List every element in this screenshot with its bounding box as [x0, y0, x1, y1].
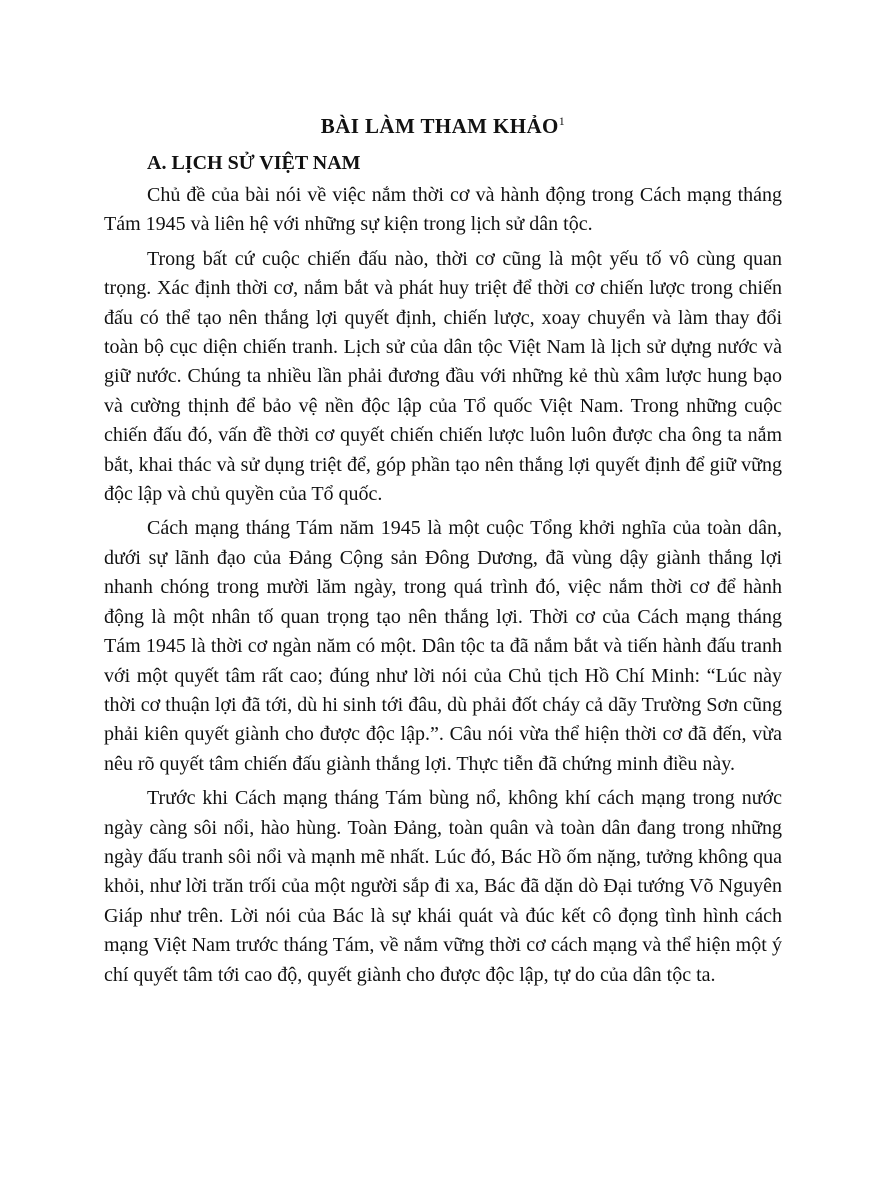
document-title	[104, 112, 782, 140]
footnote-marker: 1	[558, 114, 566, 128]
paragraph: Cách mạng tháng Tám năm 1945 là một cuộc Tổng khởi nghĩa của toàn dân, dưới sự lãnh đạo của Đảng Cộng sản Đông Dương, đã vùng dậy giành thắng lợi nhanh chóng trong mười lăm ngày, trong quá trình đó, việc nắm thời cơ để hành động là một nhân tố quan trọng tạo nên thắng lợi. Thời cơ của Cách mạng tháng Tám 1945 là thời cơ ngàn năm có một. Dân tộc ta đã nắm bắt và tiến hành đấu tranh với một quyết tâm rất cao; đúng như lời nói của Chủ tịch Hồ Chí Minh: “Lúc này thời cơ thuận lợi đã tới, dù hi sinh tới đâu, dù phải đốt cháy cả dãy Trường Sơn cũng phải kiên quyết giành cho được độc lập.”. Câu nói vừa thể hiện thời cơ đã đến, vừa nêu rõ quyết tâm chiến đấu giành thắng lợi. Thực tiễn đã chứng minh điều này.	[104, 517, 782, 775]
paragraph: Chủ đề của bài nói về việc nắm thời cơ và hành động trong Cách mạng tháng Tám 1945 và liên hệ với những sự kiện trong lịch sử dân tộc.	[104, 184, 782, 236]
section-heading: A. LỊCH SỬ VIỆT NAM	[147, 152, 361, 174]
paragraph: Trong bất cứ cuộc chiến đấu nào, thời cơ cũng là một yếu tố vô cùng quan trọng. Xác định thời cơ, nắm bắt và phát huy triệt để thời cơ chiến lược trong chiến đấu có thể tạo nên thắng lợi quyết định, chiến lược, xoay chuyển và làm thay đổi toàn bộ cục diện chiến tranh. Lịch sử của dân tộc Việt Nam là lịch sử dựng nước và giữ nước. Chúng ta nhiều lần phải đương đầu với những kẻ thù xâm lược hung bạo và cường thịnh để bảo vệ nền độc lập của Tổ quốc Việt Nam. Trong những cuộc chiến đấu đó, vấn đề thời cơ quyết chiến chiến lược luôn luôn được cha ông ta nắm bắt, khai thác và sử dụng triệt để, góp phần tạo nên thắng lợi quyết định để giữ vững độc lập và chủ quyền của Tổ quốc.	[104, 247, 782, 506]
document-title-text: BÀI LÀM THAM KHẢO	[320, 114, 559, 138]
paragraph: Trước khi Cách mạng tháng Tám bùng nổ, không khí cách mạng trong nước ngày càng sôi nổi, hào hùng. Toàn Đảng, toàn quân và toàn dân đang trong những ngày đấu tranh sôi nổi và mạnh mẽ nhất. Lúc đó, Bác Hồ ốm nặng, tưởng không qua khỏi, như lời trăn trối của một người sắp đi xa, Bác đã dặn dò Đại tướng Võ Nguyên Giáp như trên. Lời nói của Bác là sự khái quát và đúc kết cô đọng tình hình cách mạng Việt Nam trước tháng Tám, về nắm vững thời cơ cách mạng và thể hiện một ý chí quyết tâm tới cao độ, quyết giành cho được độc lập, tự do của dân tộc ta.	[104, 787, 782, 986]
